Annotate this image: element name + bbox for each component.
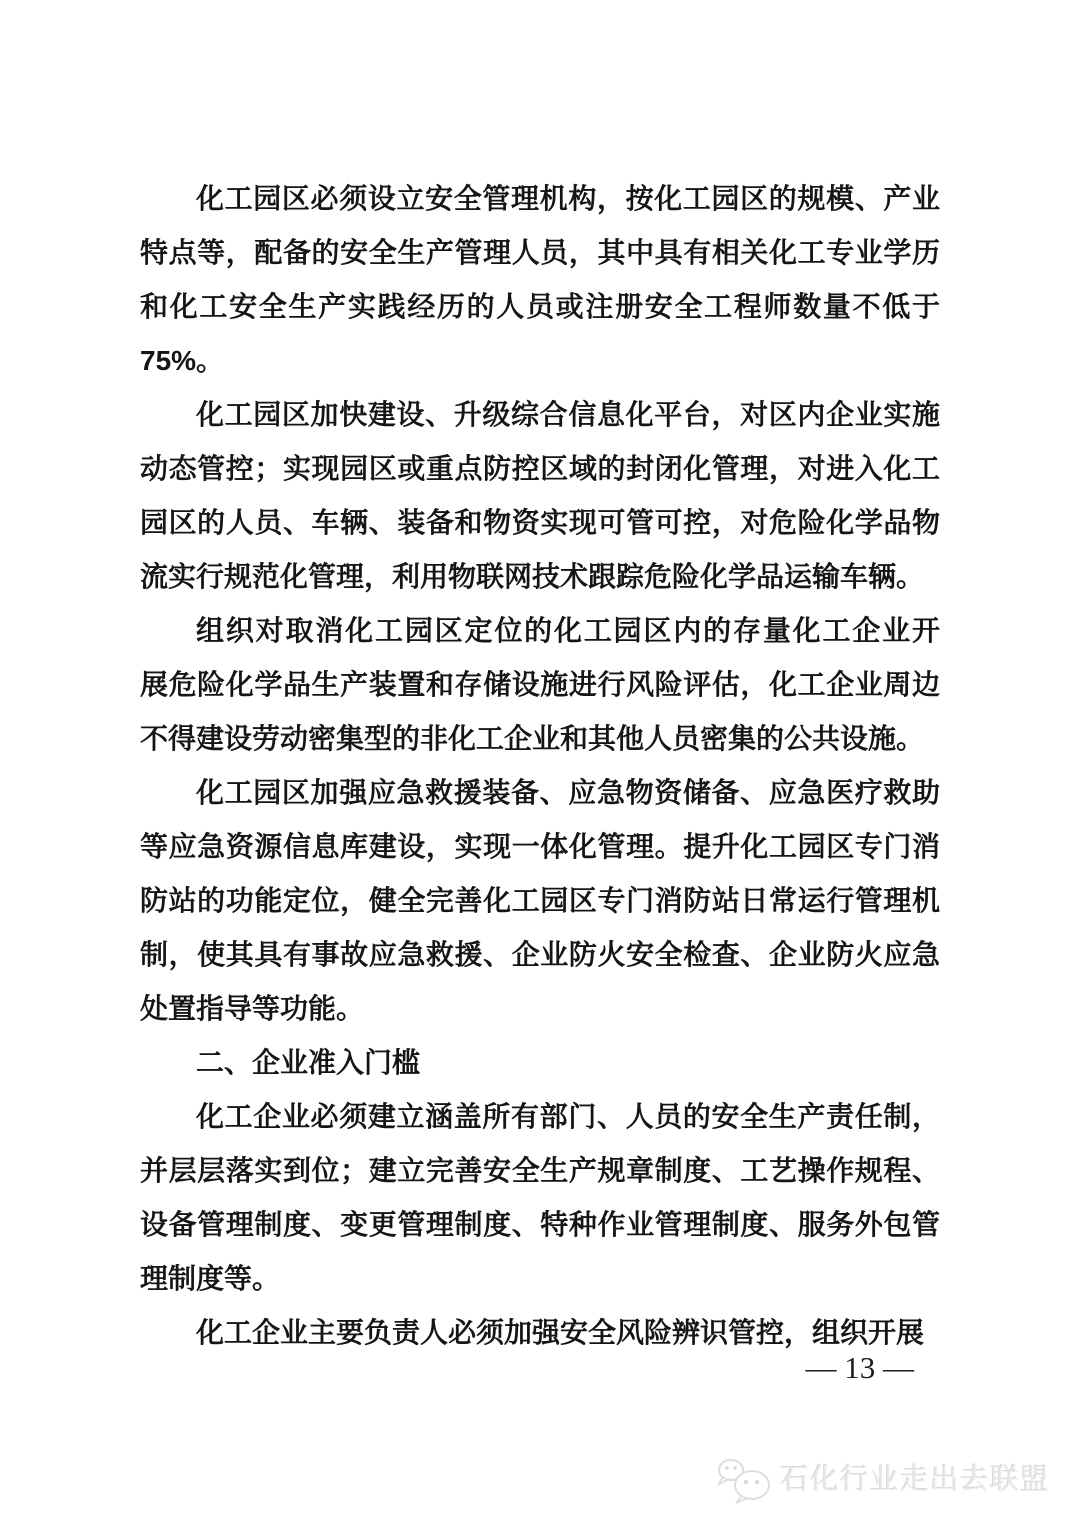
watermark bbox=[716, 1455, 1050, 1505]
paragraph bbox=[140, 388, 940, 604]
paragraph-line: 并层层落实到位；建立完善安全生产规章制度、工艺操作规程、 bbox=[140, 1155, 940, 1186]
page-number: — 13 — bbox=[805, 1350, 914, 1385]
paragraph-line: 设备管理制度、变更管理制度、特种作业管理制度、服务外包管 bbox=[140, 1209, 940, 1240]
wechat-icon bbox=[716, 1455, 774, 1505]
paragraph bbox=[140, 172, 940, 388]
paragraph-line: 和化工安全生产实践经历的人员或注册安全工程师数量不低于 bbox=[140, 291, 940, 322]
paragraph-line: 组织对取消化工园区定位的化工园区内的存量化工企业开 bbox=[196, 615, 940, 646]
paragraph-line: 化工企业必须建立涵盖所有部门、人员的安全生产责任制， bbox=[196, 1101, 940, 1132]
paragraph-line: 等应急资源信息库建设，实现一体化管理。提升化工园区专门消 bbox=[140, 831, 940, 862]
paragraph-line: 防站的功能定位，健全完善化工园区专门消防站日常运行管理机 bbox=[140, 885, 940, 916]
paragraph-line: 化工园区加强应急救援装备、应急物资储备、应急医疗救助 bbox=[196, 777, 940, 808]
paragraph-line: 流实行规范化管理，利用物联网技术跟踪危险化学品运输车辆。 bbox=[140, 561, 925, 592]
paragraph-line: 处置指导等功能。 bbox=[140, 993, 365, 1024]
paragraph-line: 化工园区加快建设、升级综合信息化平台，对区内企业实施 bbox=[196, 399, 940, 430]
watermark-label: 石化行业走出去联盟 bbox=[779, 1464, 1050, 1496]
paragraph bbox=[140, 1090, 940, 1306]
paragraph-line: 展危险化学品生产装置和存储设施进行风险评估，化工企业周边 bbox=[140, 669, 940, 700]
paragraph-line: 化工企业主要负责人必须加强安全风险辨识管控，组织开展 bbox=[196, 1317, 925, 1348]
section-heading bbox=[140, 1036, 940, 1090]
paragraph-line: 制，使其具有事故应急救援、企业防火安全检查、企业防火应急 bbox=[140, 939, 940, 970]
paragraph-line: 动态管控；实现园区或重点防控区域的封闭化管理，对进入化工 bbox=[140, 453, 940, 484]
paragraph bbox=[140, 604, 940, 766]
document-body bbox=[140, 172, 940, 1360]
paragraph-line: 不得建设劳动密集型的非化工企业和其他人员密集的公共设施。 bbox=[140, 723, 925, 754]
paragraph-line: 园区的人员、车辆、装备和物资实现可管可控，对危险化学品物 bbox=[140, 507, 940, 538]
paragraph-line: 理制度等。 bbox=[140, 1263, 281, 1294]
paragraph-line: 75%。 bbox=[140, 345, 225, 376]
section-heading-text: 二、企业准入门槛 bbox=[196, 1047, 421, 1078]
paragraph-line: 化工园区必须设立安全管理机构，按化工园区的规模、产业 bbox=[196, 183, 940, 214]
paragraph bbox=[140, 766, 940, 1036]
paragraph-line: 特点等，配备的安全生产管理人员，其中具有相关化工专业学历 bbox=[140, 237, 940, 268]
